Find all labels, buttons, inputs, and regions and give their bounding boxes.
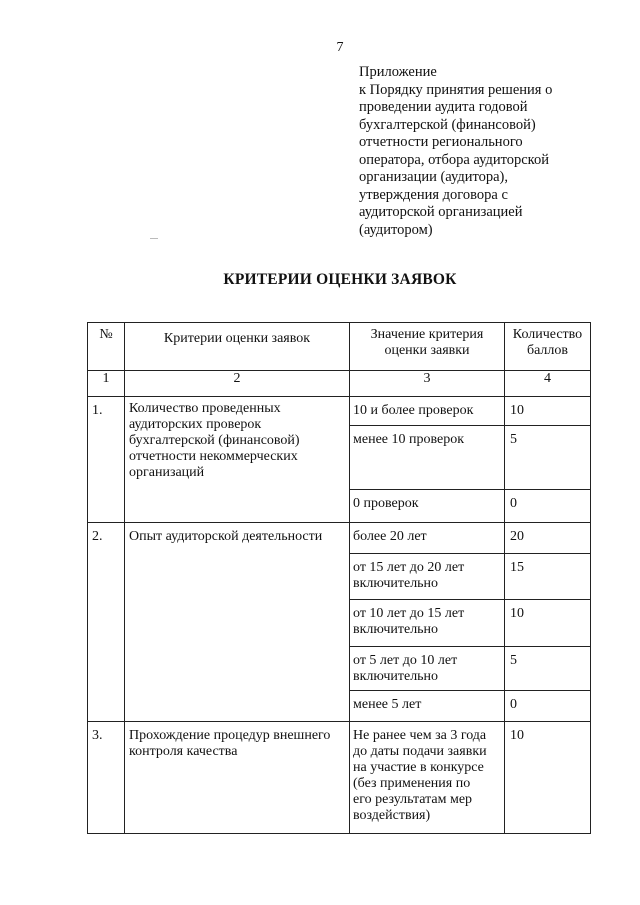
appendix-line: бухгалтерской (финансовой) <box>359 116 536 133</box>
criterion-line: отчетности некоммерческих <box>129 449 298 464</box>
appendix-line: организации (аудитора), <box>359 169 509 185</box>
appendix-note <box>359 64 599 239</box>
value-line: 10 и более проверок <box>353 403 474 418</box>
row-number: 2. <box>88 523 125 722</box>
value-line: включительно <box>353 622 439 637</box>
criterion-line: контроля качества <box>129 744 238 759</box>
appendix-line: аудиторской организацией <box>359 204 523 220</box>
points-cell: 15 <box>505 554 591 600</box>
column-number: 2 <box>125 371 350 397</box>
points-cell: 10 <box>505 397 591 426</box>
value-line: более 20 лет <box>353 529 427 544</box>
column-number: 1 <box>88 371 125 397</box>
value-cell <box>350 691 505 722</box>
header-value-line: Значение критерия <box>370 327 484 342</box>
value-cell <box>350 426 505 490</box>
value-line: от 10 лет до 15 лет <box>353 606 465 621</box>
appendix-line: отчетности регионального <box>359 134 523 150</box>
value-line: воздействия) <box>353 808 431 823</box>
points-cell: 10 <box>505 722 591 834</box>
value-line: его результатам мер <box>353 792 473 807</box>
row-number: 3. <box>88 722 125 834</box>
value-cell <box>350 600 505 647</box>
value-cell <box>350 554 505 600</box>
criterion-cell <box>125 722 350 834</box>
value-cell <box>350 722 505 834</box>
points-cell: 20 <box>505 523 591 554</box>
criterion-line: Опыт аудиторской деятельности <box>129 529 323 544</box>
appendix-line: проведении аудита годовой <box>359 99 528 115</box>
header-num: № <box>88 323 125 371</box>
table-row <box>88 722 591 834</box>
appendix-line: (аудитором) <box>359 221 433 238</box>
criterion-cell <box>125 397 350 523</box>
appendix-line: оператора, отбора аудиторской <box>359 151 549 168</box>
value-cell <box>350 490 505 523</box>
criterion-cell <box>125 523 350 722</box>
row-number: 1. <box>88 397 125 523</box>
page-number: 7 <box>336 40 344 55</box>
points-cell: 10 <box>505 600 591 647</box>
header-value <box>350 323 505 371</box>
column-number: 3 <box>350 371 505 397</box>
value-line: (без применения по <box>353 776 471 791</box>
points-cell: 5 <box>505 647 591 691</box>
value-line: менее 10 проверок <box>353 432 465 447</box>
column-number: 4 <box>505 371 591 397</box>
value-cell <box>350 397 505 426</box>
header-points-line: баллов <box>526 343 569 358</box>
value-line: Не ранее чем за 3 года <box>353 728 487 743</box>
scan-mark <box>150 238 158 239</box>
document-title: КРИТЕРИИ ОЦЕНКИ ЗАЯВОК <box>223 271 457 288</box>
table-row <box>88 523 591 554</box>
table-header-row <box>88 323 591 371</box>
points-cell: 0 <box>505 490 591 523</box>
value-line: менее 5 лет <box>353 697 422 712</box>
value-cell <box>350 647 505 691</box>
criterion-line: Прохождение процедур внешнего <box>129 728 331 743</box>
appendix-line: утверждения договора с <box>359 186 508 203</box>
value-line: от 5 лет до 10 лет <box>353 653 458 668</box>
criterion-line: бухгалтерской (финансовой) <box>129 433 300 448</box>
value-line: включительно <box>353 576 439 591</box>
points-cell: 5 <box>505 426 591 490</box>
points-cell: 0 <box>505 691 591 722</box>
value-line: от 15 лет до 20 лет <box>353 560 465 575</box>
header-points-line: Количество <box>512 327 583 342</box>
criteria-table <box>87 322 591 834</box>
criterion-line: аудиторских проверок <box>129 417 262 432</box>
criterion-line: организаций <box>129 465 205 480</box>
value-cell <box>350 523 505 554</box>
value-line: на участие в конкурсе <box>353 760 484 775</box>
criterion-line: Количество проведенных <box>129 401 281 416</box>
appendix-line: Приложение <box>359 64 437 80</box>
appendix-line: к Порядку принятия решения о <box>359 81 553 98</box>
header-value-line: оценки заявки <box>384 343 470 358</box>
header-criterion: Критерии оценки заявок <box>125 323 350 371</box>
table-row <box>88 397 591 426</box>
column-number-row <box>88 371 591 397</box>
header-points <box>505 323 591 371</box>
value-line: до даты подачи заявки <box>353 744 487 759</box>
value-line: включительно <box>353 669 439 684</box>
value-line: 0 проверок <box>353 496 419 511</box>
